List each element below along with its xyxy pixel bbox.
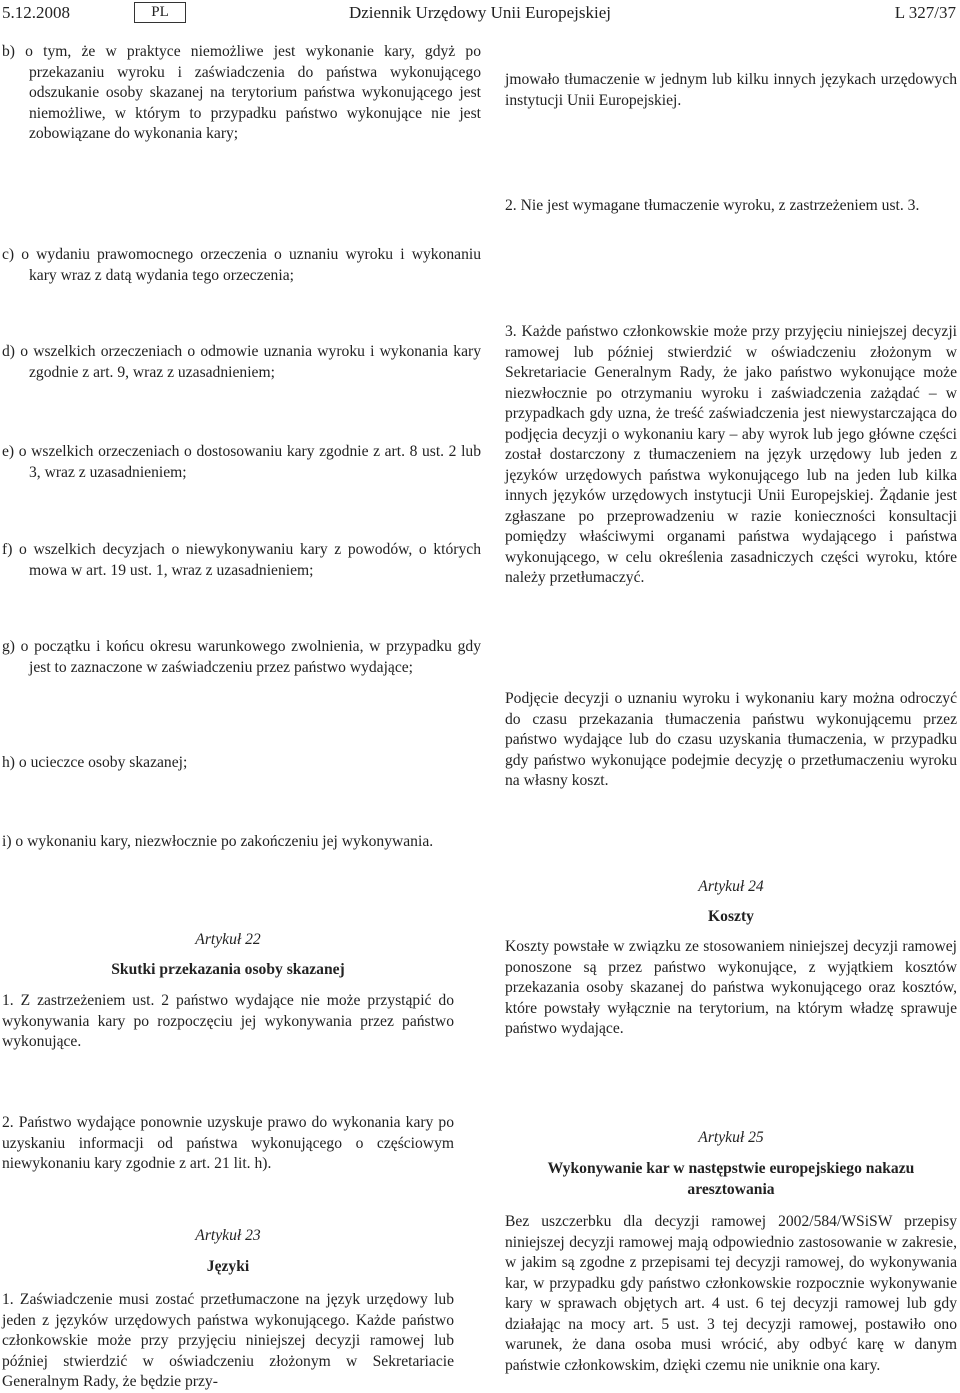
- item-g: g) o początku i końcu okresu warunkowego zwolnienia, w przypadku gdy jest to zaznaczone w zaświadczeniu przez państwo wydające;: [2, 638, 481, 676]
- item-e: e) o wszelkich orzeczeniach o dostosowaniu kary zgodnie z art. 8 ust. 2 lub 3, wraz z uzasadnieniem;: [2, 443, 481, 481]
- item-h: h) o ucieczce osoby skazanej;: [2, 754, 188, 771]
- article-23-paragraph-3: 3. Każde państwo członkowskie może przy przyjęciu niniejszej decyzji ramowej lub później stwierdzić w oświadczeniu złożonym w Sekretariacie Generalnym Rady, że jako państwo wykonujące może niezwłocznie po otrzymaniu wyroku i zaświadczenia zażądać – w przypadkach gdy uzna, że treść zaświadczenia jest niewystarczająca do podjęcia decyzji o wykonaniu kary – aby wyrok lub jego główne części został dostarczony z tłumaczeniem na język urzędowy lub jeden z języków urzędowych państwa wykonującego lub na jeden lub kilka innych języków urzędowych instytucji Unii Europejskiej. Żądanie jest zgłaszane po przeprowadzeniu w razie konieczności konsultacji pomiędzy właściwymi organami państwa wydającego i państwa wykonującego, w celu określenia zasadniczych części wyroku, które należy przetłumaczyć.: [505, 323, 957, 586]
- article-23-paragraph-4: Podjęcie decyzji o uznaniu wyroku i wykonaniu kary można odroczyć do czasu przekazania tłumaczenia państwu wykonującemu przez państwo wydające lub do czasu uzyskania tłumaczenia, w przypadku gdy państwo wykonujące podejmie decyzję o przetłumaczeniu wyroku na własny koszt.: [505, 690, 957, 789]
- item-f: f) o wszelkich decyzjach o niewykonywaniu kary z powodów, o których mowa w art. 19 ust. 1, wraz z uzasadnieniem;: [2, 541, 481, 579]
- page-header: [0, 2, 960, 26]
- article-22-paragraph-2: 2. Państwo wydające ponownie uzyskuje prawo do wykonania kary po uzyskaniu informacji od państwa wykonującego o częściowym niewykonaniu kary zgodnie z art. 21 lit. h).: [2, 1114, 454, 1172]
- article-23-label: Artykuł 23: [195, 1227, 261, 1244]
- journal-title: Dziennik Urzędowy Unii Europejskiej: [348, 3, 611, 22]
- article-22-title: Skutki przekazania osoby skazanej: [111, 961, 345, 978]
- language-badge: PL: [134, 2, 186, 23]
- article-24-paragraph: Koszty powstałe w związku ze stosowaniem niniejszej decyzji ramowej ponoszone są przez państwo wykonujące, z wyjątkiem kosztów przekazania osoby skazanej do państwa wykonującego oraz kosztów, które powstały wyłącznie na terytorium, na którym władzę sprawuje państwo wydające.: [505, 938, 957, 1037]
- article-24-title: Koszty: [708, 908, 754, 925]
- item-c: c) o wydaniu prawomocnego orzeczenia o uznaniu wyroku i wykonaniu kary wraz z datą wydania tego orzeczenia;: [2, 246, 481, 284]
- article-25-paragraph: Bez uszczerbku dla decyzji ramowej 2002/584/WSiSW przepisy niniejszej decyzji ramowej mają odpowiednio zastosowanie w zakresie, w jakim są zgodne z przepisami tej decyzji ramowej, do wykonywania kar, w przypadku gdy państwo członkowskie rozpocznie wykonywanie kary w sprawach objętych art. 4 ust. 6 tej decyzji ramowej lub gdy działając na mocy art. 5 ust. 3 tej decyzji ramowej, postawiło ono warunek, że dana osoba musi wrócić, aby odbyć karę w danym państwie członkowskim, dzięki czemu nie uniknie ona kary.: [505, 1213, 957, 1374]
- article-25-title: Wykonywanie kar w następstwie europejskiego nakazu aresztowania: [547, 1160, 915, 1198]
- item-i: i) o wykonaniu kary, niezwłocznie po zakończeniu jej wykonywania.: [2, 833, 434, 850]
- article-23-title: Języki: [206, 1258, 250, 1275]
- article-22-label: Artykuł 22: [195, 931, 261, 948]
- article-25-label: Artykuł 25: [698, 1129, 764, 1146]
- item-d: d) o wszelkich orzeczeniach o odmowie uznania wyroku i wykonania kary zgodnie z art. 9, wraz z uzasadnieniem;: [2, 343, 481, 381]
- page-reference: L 327/37: [894, 3, 956, 22]
- continued-paragraph: jmowało tłumaczenie w jednym lub kilku innych językach urzędowych instytucji Unii Europejskiej.: [505, 71, 957, 109]
- article-24-label: Artykuł 24: [698, 878, 764, 895]
- article-23-paragraph-1: 1. Zaświadczenie musi zostać przetłumaczone na język urzędowy lub jeden z języków urzędowych państwa wykonującego. Każde państwo członkowskie może przy przyjęciu niniejszej decyzji ramowej lub później stwierdzić w oświadczeniu złożonym w Sekretariacie Generalnym Rady, że będzie przy-: [2, 1291, 454, 1390]
- article-23-paragraph-2: 2. Nie jest wymagane tłumaczenie wyroku, z zastrzeżeniem ust. 3.: [505, 197, 920, 214]
- article-22-paragraph-1: 1. Z zastrzeżeniem ust. 2 państwo wydające nie może przystąpić do wykonywania kary po rozpoczęciu jej wykonywania przez państwo wykonujące.: [2, 992, 454, 1050]
- item-b: b) o tym, że w praktyce niemożliwe jest wykonanie kary, gdyż po przekazaniu wyroku i zaświadczenia do państwa wykonującego odszukanie osoby skazanej na terytorium państwa wykonującego jest niemożliwe, w którym to przypadku państwo wykonujące nie jest zobowiązane do wykonania kary;: [2, 43, 481, 142]
- publication-date: 5.12.2008: [2, 3, 70, 22]
